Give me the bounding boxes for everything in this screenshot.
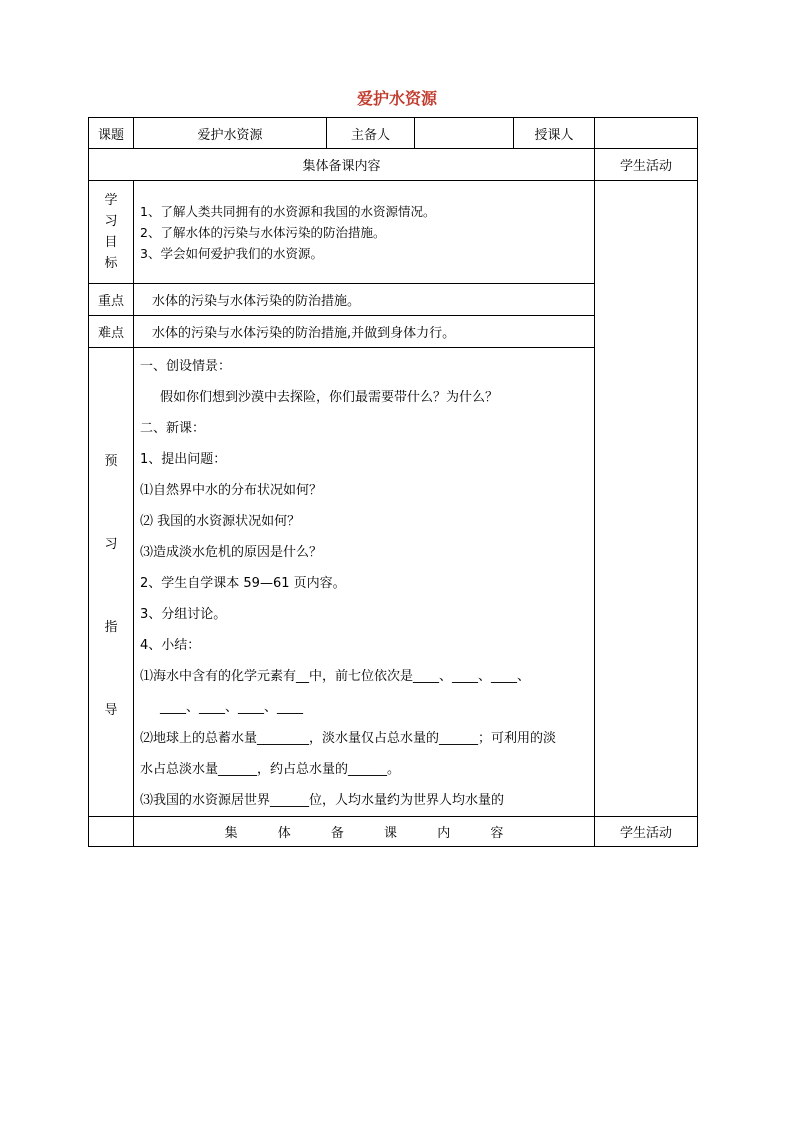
student-activity-cell bbox=[595, 181, 698, 817]
teacher-label: 授课人 bbox=[514, 118, 595, 149]
guide-line: ____、____、____、____ bbox=[160, 700, 304, 715]
section-content-header: 集体备课内容 bbox=[89, 149, 595, 181]
guide-line: ⑶我国的水资源居世界______位，人均水量约为世界人均水量的 bbox=[140, 793, 505, 808]
guide-line: ⑴海水中含有的化学元素有__中，前七位依次是____、____、____、 bbox=[140, 669, 531, 684]
lesson-plan-table bbox=[88, 117, 698, 847]
goals-label: 学 习 目 标 bbox=[89, 181, 134, 284]
guide-line: 水占总淡水量______，约占总水量的______。 bbox=[140, 762, 401, 777]
difficulty-label: 难点 bbox=[89, 316, 134, 348]
guide-line: 2、学生自学课本 59—61 页内容。 bbox=[140, 576, 346, 591]
page-title: 爱护水资源 bbox=[356, 89, 437, 108]
key-point-text: 水体的污染与水体污染的防治措施。 bbox=[134, 284, 595, 316]
guide-line: 假如你们想到沙漠中去探险，你们最需要带什么？为什么？ bbox=[160, 390, 499, 405]
guide-line: 二、新课： bbox=[140, 421, 206, 436]
difficulty-text: 水体的污染与水体污染的防治措施,并做到身体力行。 bbox=[134, 316, 595, 348]
goal-item: 3、学会如何爱护我们的水资源。 bbox=[140, 245, 323, 261]
guide-line: ⑵ 我国的水资源状况如何？ bbox=[140, 514, 301, 529]
teacher-value bbox=[595, 118, 698, 149]
topic-label: 课题 bbox=[89, 118, 134, 149]
preparer-label: 主备人 bbox=[327, 118, 415, 149]
footer-header-row bbox=[89, 817, 698, 847]
guide-line: ⑶造成淡水危机的原因是什么？ bbox=[140, 545, 323, 560]
section-header-row bbox=[89, 149, 698, 181]
footer-empty-cell bbox=[89, 817, 134, 847]
goals-row bbox=[89, 181, 698, 284]
guide-line: ⑵地球上的总蓄水量________，淡水量仅占总水量的______；可利用的淡 bbox=[140, 731, 557, 746]
guide-line: 3、分组讨论。 bbox=[140, 607, 227, 622]
key-point-label: 重点 bbox=[89, 284, 134, 316]
footer-content-header: 集 体 备 课 内 容 bbox=[134, 817, 595, 847]
preparer-value bbox=[415, 118, 514, 149]
guide-line: 1、提出问题： bbox=[140, 452, 227, 467]
guide-line: ⑴自然界中水的分布状况如何？ bbox=[140, 483, 323, 498]
footer-activity-header: 学生活动 bbox=[595, 817, 698, 847]
goal-item: 2、了解水体的污染与水体污染的防治措施。 bbox=[140, 224, 386, 240]
guide-line: 一、创设情景： bbox=[140, 359, 232, 374]
topic-value: 爱护水资源 bbox=[134, 118, 327, 149]
goals-content bbox=[134, 181, 595, 284]
guide-line: 4、小结： bbox=[140, 638, 201, 653]
section-activity-header: 学生活动 bbox=[595, 149, 698, 181]
goal-item: 1、了解人类共同拥有的水资源和我国的水资源情况。 bbox=[140, 203, 436, 219]
guide-label: 预 习 指 导 bbox=[89, 348, 134, 817]
guide-content bbox=[134, 348, 595, 817]
header-row bbox=[89, 118, 698, 149]
